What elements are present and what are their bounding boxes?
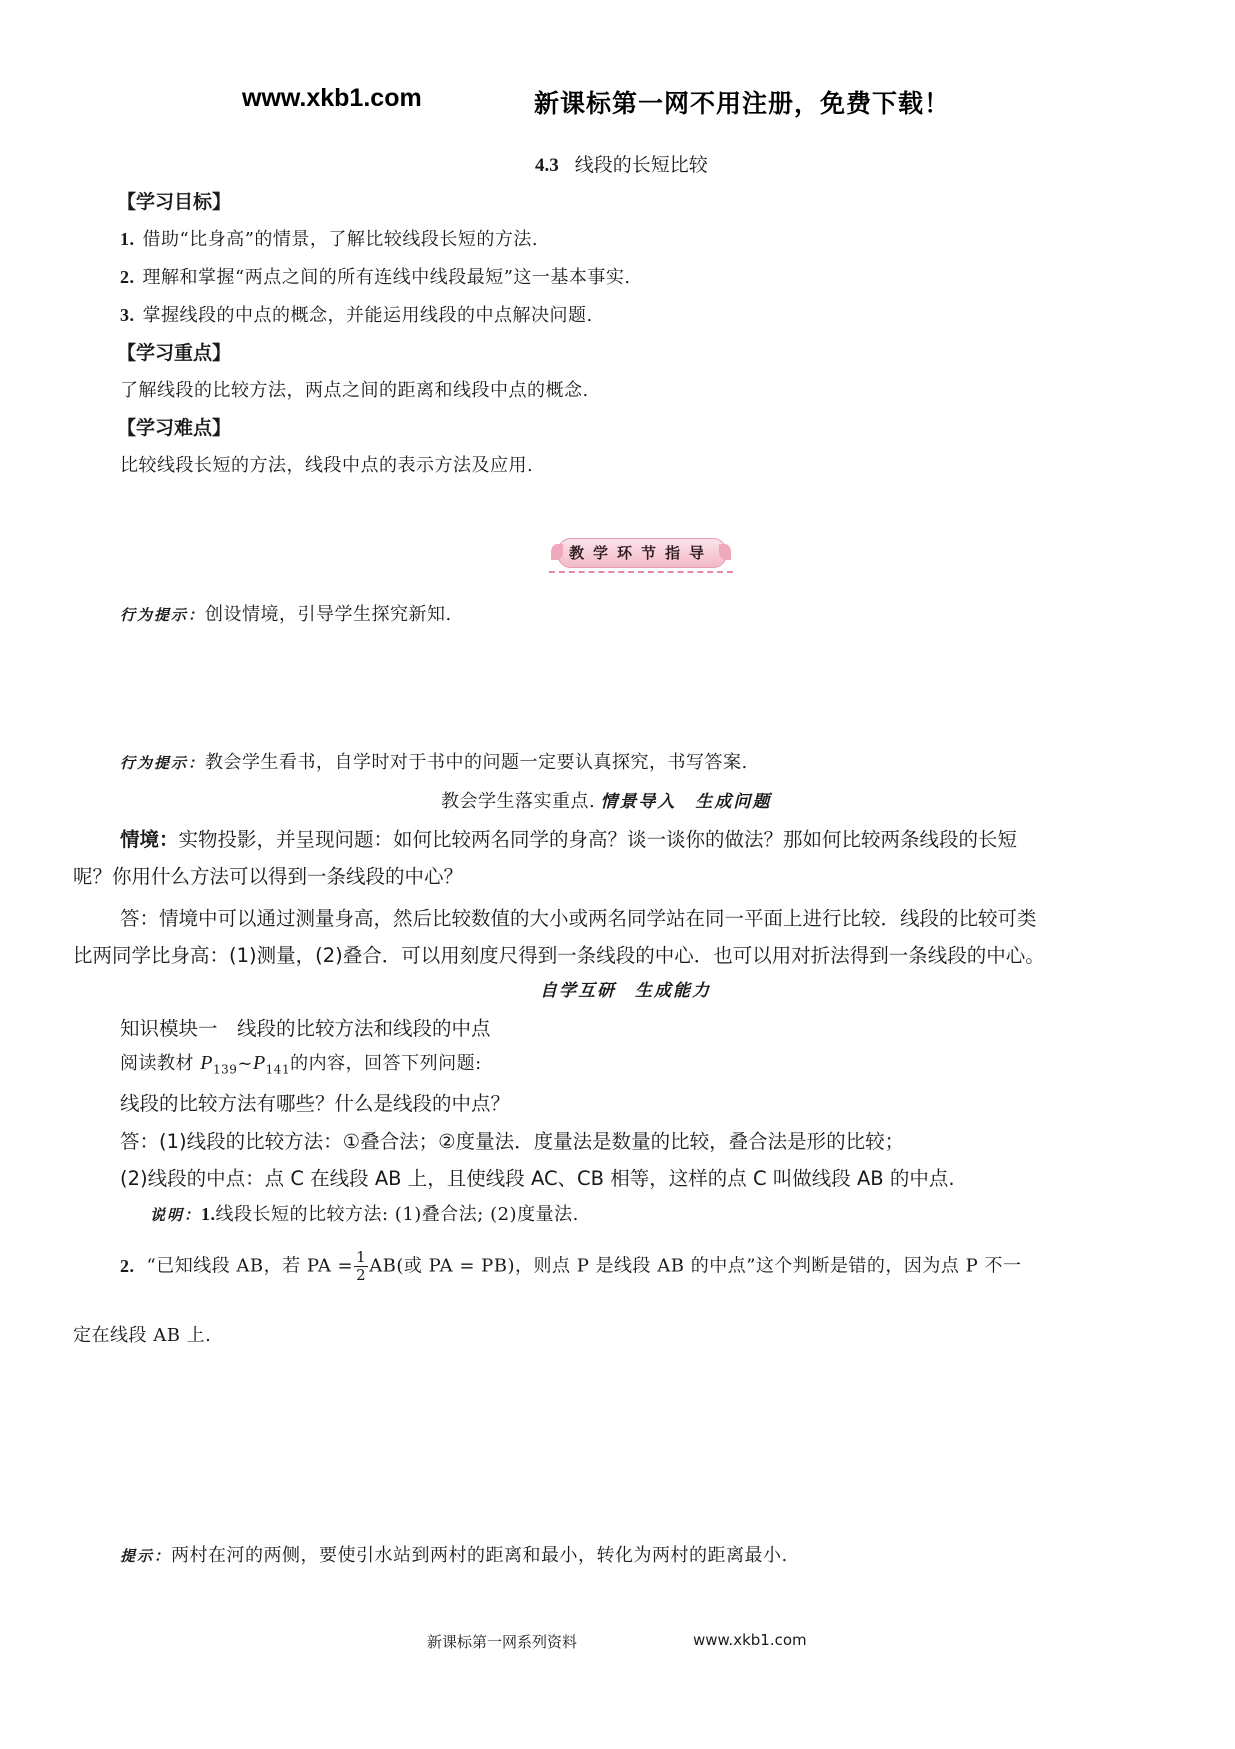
header-site: www.xkb1.com (242, 84, 422, 112)
fraction-one-half: $\frac{1}{2}$ (356, 1248, 367, 1284)
hint-2: 行为提示：教会学生看书，自学时对于书中的问题一定要认真探究，书写答案. (120, 752, 748, 773)
goal-item-1: 1. 借助“比身高”的情景，了解比较线段长短的方法. (120, 229, 539, 250)
difficulty-heading: 【学习难点】 (117, 417, 232, 439)
banner-text: 教学环节指导 (568, 544, 713, 562)
note-item-2: 2. “已知线段 AB，若 PA = $\frac{1}{2}$ AB(或 PA = PB)，则点 P 是线段 AB 的中点”这个判断是错的，因为点 P 不一 (120, 1248, 1022, 1284)
goals-heading: 【学习目标】 (117, 191, 232, 213)
difficulty-text: 比较线段长短的方法，线段中点的表示方法及应用. (120, 455, 534, 476)
module-title: 知识模块一 线段的比较方法和线段的中点 (120, 1017, 491, 1040)
footer-right: www.xkb1.com (693, 1631, 807, 1649)
module-answer-2: (2)线段的中点：点 C 在线段 AB 上，且使线段 AC、CB 相等，这样的点 C 叫做线段 AB 的中点. (120, 1167, 955, 1190)
hint-1: 行为提示：创设情境，引导学生探究新知. (120, 604, 452, 625)
footer-left: 新课标第一网系列资料 (427, 1633, 578, 1651)
section-banner (549, 535, 733, 573)
goal-item-2: 2. 理解和掌握“两点之间的所有连线中线段最短”这一基本事实. (120, 267, 631, 288)
situation-line-1: 情境：实物投影，并呈现问题：如何比较两名同学的身高？谈一谈你的做法？那如何比较两条线段的长短 (120, 828, 1018, 851)
section-2-title: 自学互研 生成能力 (540, 981, 711, 1001)
module-question: 线段的比较方法有哪些？什么是线段的中点？ (120, 1092, 511, 1115)
module-answer-1: 答：(1)线段的比较方法：①叠合法；②度量法．度量法是数量的比较，叠合法是形的比较； (120, 1130, 905, 1153)
answer-line-2: 比两同学比身高：(1)测量，(2)叠合．可以用刻度尺得到一条线段的中心．也可以用对折法得到一条线段的中心。 (73, 944, 1045, 967)
note-item-2-cont: 定在线段 AB 上. (73, 1325, 212, 1346)
focus-text: 了解线段的比较方法，两点之间的距离和线段中点的概念. (120, 380, 589, 401)
answer-line-1: 答：情境中可以通过测量身高，然后比较数值的大小或两名同学站在同一平面上进行比较．线段的比较可类 (120, 907, 1037, 930)
note-item-1: 说明：1.线段长短的比较方法: (1)叠合法; (2)度量法. (150, 1204, 579, 1225)
read-instruction: 阅读教材 $P_{139}\sim P_{141}$的内容，回答下列问题: (120, 1052, 482, 1077)
header-slogan: 新课标第一网不用注册，免费下载！ (534, 90, 951, 118)
focus-heading: 【学习重点】 (117, 342, 232, 364)
title-text: 线段的长短比较 (574, 154, 708, 176)
page-title (535, 150, 708, 177)
title-number: 4.3 (535, 155, 559, 176)
hint-3: 提示：两村在河的两侧，要使引水站到两村的距离和最小，转化为两村的距离最小. (120, 1545, 788, 1566)
situation-line-2: 呢？你用什么方法可以得到一条线段的中心？ (73, 865, 464, 888)
goal-item-3: 3. 掌握线段的中点的概念，并能运用线段的中点解决问题. (120, 305, 593, 326)
section-1-title: 教会学生落实重点. 情景导入 生成问题 (441, 791, 772, 812)
